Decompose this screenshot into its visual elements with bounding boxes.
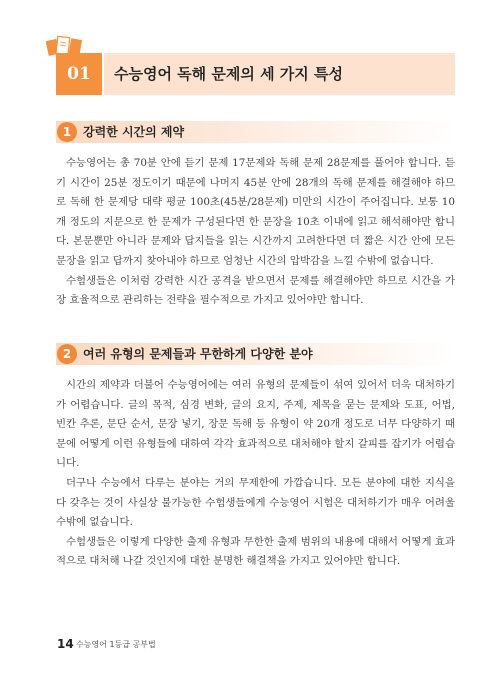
chapter-header: [56, 53, 455, 95]
paragraph: 수능영어는 총 70분 안에 듣기 문제 17문제와 독해 문제 28문제를 풀어야 합니다. 듣기 시간이 25분 정도이기 때문에 나머지 45분 안에 28개의 독해 문제를 해결해야 하므로 독해 한 문제당 대략 평균 100초(45분/28문제) 미만의 시간이 주어집니다. 보통 10개 정도의 지문으로 한 문제가 구성된다면 한 문장을 10초 이내에 읽고 해석해야만 합니다. 본문뿐만 아니라 문제와 답지들을 읽는 시간까지 고려한다면 더 짧은 시간 안에 모든 문장을 읽고 답까지 찾아내야 하므로 엄청난 시간의 압박감을 느낄 수밖에 없습니다.: [56, 157, 455, 267]
section-heading-1: [56, 121, 455, 143]
section-number-2: 2: [57, 344, 77, 364]
paragraph: 시간의 제약과 더불어 수능영어에는 여러 유형의 문제들이 섞여 있어서 더욱 대처하기가 어렵습니다. 글의 목적, 심경 변화, 글의 요지, 주제, 제목을 묻는 문제와 도표, 어법, 빈칸 추론, 문단 순서, 문장 넣기, 장문 독해 등 유형이 약 20개 정도로 너무 다양하기 때문에 어떻게 이런 유형들에 대하여 각각 효과적으로 대처해야 할지 갈피를 잡기가 어렵습니다.: [56, 379, 455, 470]
section-1-body: [56, 154, 455, 311]
paragraph: 수험생들은 이렇게 다양한 출제 유형과 무한한 출제 범위의 내용에 대해서 어떻게 효과적으로 대처해 나갈 것인지에 대한 분명한 해결책을 가지고 있어야만 합니다.: [56, 535, 455, 568]
chapter-number-badge: [56, 53, 102, 95]
page-number: 14: [57, 637, 74, 651]
chapter-number: 01: [67, 64, 91, 84]
paragraph: 수험생들은 이처럼 강력한 시간 공격을 받으면서 문제를 해결해야만 하므로 시간을 가장 효율적으로 관리하는 전략을 필수적으로 가지고 있어야만 합니다.: [56, 274, 455, 307]
paragraph: 더구나 수능에서 다루는 분야는 거의 무제한에 가깝습니다. 모든 분야에 대한 지식을 다 갖추는 것이 사실상 불가능한 수험생들에게 수능영어 시험은 대처하기가 매우 어려울 수밖에 없습니다.: [56, 476, 455, 529]
section-number-1: 1: [57, 122, 77, 142]
section-title-2: 여러 유형의 문제들과 무한하게 다양한 분야: [83, 347, 313, 361]
section-2-body: [56, 376, 455, 572]
section-title-1: 강력한 시간의 제약: [83, 125, 185, 139]
section-heading-2: [56, 343, 455, 365]
chapter-title: 수능영어 독해 문제의 세 가지 특성: [114, 65, 343, 83]
book-title: 수능영어 1등급 공부법: [76, 640, 156, 649]
